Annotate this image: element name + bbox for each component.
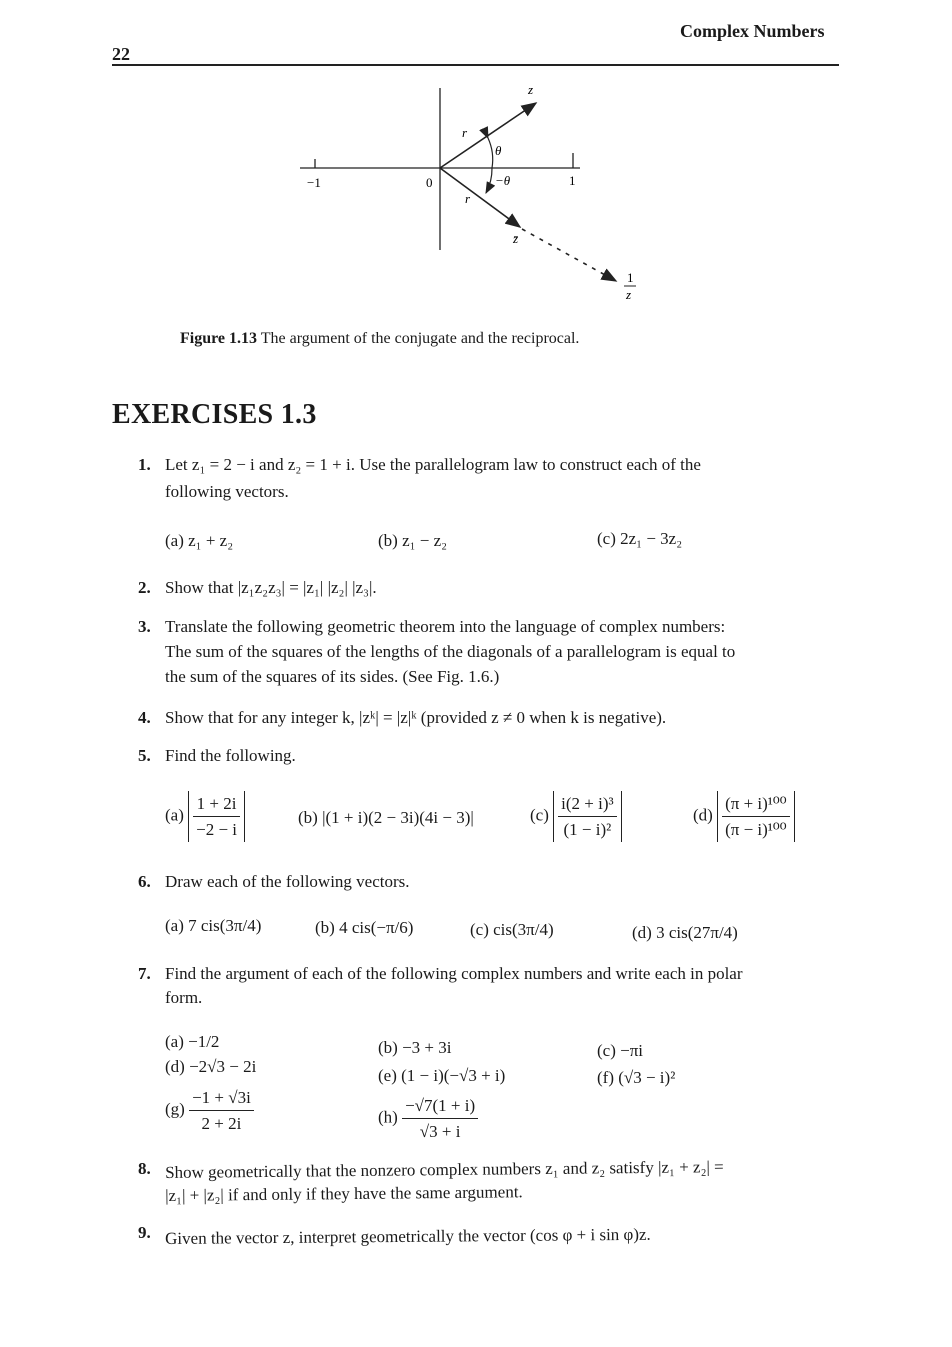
exercise-6-number: 6. [138,872,151,891]
neg-theta-arc [486,168,492,193]
caption-label: Figure 1.13 [180,330,258,347]
exercise-7-line2: form. [165,988,203,1007]
exercise-7d: (d) −2√3 − 2i [165,1057,257,1076]
exercise-1a: (a) z₁ + z₂ [165,531,234,550]
exercise-7g: (g) $\frac{-1 + √3i}{2 + 2i}$ [165,1085,254,1136]
label-r-top: r [462,125,468,140]
label-reciprocal-num: 1 [627,270,634,285]
exercise-8-line1: Show geometrically that the nonzero complex numbers z₁ and z₂ satisfy |z₁ + z₂| = [165,1157,724,1182]
exercise-6-text: Draw each of the following vectors. [165,872,410,891]
exercise-4-text: Show that for any integer k, |zᵏ| = |z|ᵏ (provided z ≠ 0 when k is negative). [165,708,667,727]
label-theta: θ [495,143,502,158]
caption-text: The argument of the conjugate and the reciprocal. [260,330,580,347]
exercise-7e: (e) (1 − i)(−√3 + i) [378,1066,506,1085]
header-rule [112,64,839,66]
label-reciprocal-den: z [626,287,632,302]
exercise-6c: (c) cis(3π/4) [470,920,554,939]
exercise-7a: (a) −1/2 [165,1032,220,1051]
theta-arc [488,138,493,168]
exercise-9-text: Given the vector z, interpret geometrically the vector (cos φ + i sin φ)z. [165,1224,651,1248]
exercise-2-text: Show that |z₁z₂z₃| = |z₁| |z₂| |z₃|. [165,578,377,597]
exercise-3-line3: the sum of the squares of its sides. (See Fig. 1.6.) [165,667,500,686]
page-number: 22 [112,44,130,64]
label-z: z [528,82,534,97]
running-title: Complex Numbers [680,21,825,41]
label-r-bottom: r [465,191,471,206]
exercise-5b: (b) |(1 + i)(2 − 3i)(4i − 3)| [298,808,474,827]
exercise-5a: (a) $\frac{1 + 2i}{-2 - i}$ [165,791,245,842]
exercise-8-number: 8. [138,1159,151,1178]
exercise-1-line1: Let z₁ = 2 − i and z₂ = 1 + i. Use the parallelogram law to construct each of the [165,455,701,474]
exercise-8-line2: |z₁| + |z₂| if and only if they have the same argument. [165,1182,523,1205]
exercise-7-number: 7. [138,964,151,983]
exercise-1-line2: following vectors. [165,482,289,501]
label-neg-theta: −θ [495,173,511,188]
label-one: 1 [569,173,576,188]
exercise-7f: (f) (√3 − i)² [597,1068,676,1087]
exercise-6b: (b) 4 cis(−π/6) [315,918,414,937]
label-zbar: z̄ [513,231,519,246]
figure-argument-diagram [280,75,660,315]
exercise-3-line1: Translate the following geometric theorem into the language of complex numbers: [165,617,726,636]
exercise-6d: (d) 3 cis(27π/4) [632,923,738,942]
exercise-7b: (b) −3 + 3i [378,1038,452,1057]
exercise-7-line1: Find the argument of each of the following complex numbers and write each in polar [165,964,743,983]
reciprocal-vector [522,229,616,281]
z-vector [440,103,536,168]
exercise-1-number: 1. [138,455,151,474]
exercise-1c: (c) 2z₁ − 3z₂ [597,529,683,548]
exercise-2-number: 2. [138,578,151,597]
exercise-1b: (b) z₁ − z₂ [378,531,448,550]
label-minus-one: −1 [307,175,321,190]
exercise-5-text: Find the following. [165,746,296,765]
section-title: EXERCISES 1.3 [112,399,317,430]
exercise-7h: (h) $\frac{-√7(1 + i)}{√3 + i}$ [378,1093,478,1144]
exercise-4-number: 4. [138,708,151,727]
exercise-5c: (c) $\frac{\text{i(2 + i)³}}{\text{(1 − i)²}}$ [530,791,622,842]
exercise-6a: (a) 7 cis(3π/4) [165,916,262,935]
exercise-5-number: 5. [138,746,151,765]
exercise-5d: (d) $\frac{\text{(π + i)¹⁰⁰}}{\text{(π − i)¹⁰⁰}}$ [693,791,795,842]
label-zero: 0 [426,175,433,190]
figure-caption [180,330,579,348]
exercise-3-line2: The sum of the squares of the lengths of the diagonals of a parallelogram is equal to [165,642,736,661]
exercise-7c: (c) −πi [597,1041,644,1060]
exercise-3-number: 3. [138,617,151,636]
exercise-9-number: 9. [138,1223,151,1242]
